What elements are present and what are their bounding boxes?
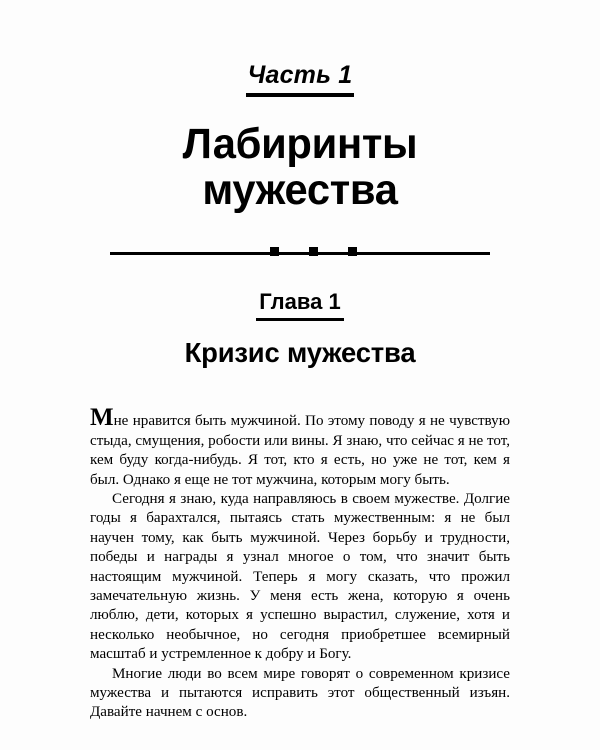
divider-square-icon xyxy=(348,247,357,256)
part-title xyxy=(9,122,591,213)
paragraph xyxy=(90,404,510,490)
ornamental-divider xyxy=(110,244,490,264)
divider-square-icon xyxy=(309,247,318,256)
part-title-line-1: Лабиринты xyxy=(182,120,418,169)
part-title-line-2: мужества xyxy=(202,165,398,214)
paragraph-text: не нравится быть мужчиной. По этому поводу я не чувствую стыда, смущения, робости или вины. Я знаю, что сейчас я не тот, кем буду когда-нибудь. Я тот, кто я есть, но уже не тот, кем я был. Однако я еще не тот мужчина, которым могу быть. xyxy=(90,413,510,488)
divider-square-icon xyxy=(270,247,279,256)
part-label: Часть 1 xyxy=(246,62,355,97)
paragraph-text: Многие люди во всем мире говорят о современном кризисе мужества и пытаются исправить этот общественный изъян. Давайте начнем с основ. xyxy=(90,665,510,721)
paragraph xyxy=(90,490,510,665)
body-text xyxy=(90,404,510,723)
paragraph xyxy=(90,665,510,723)
chapter-title: Кризис мужества xyxy=(184,336,416,368)
drop-cap: М xyxy=(90,404,114,432)
chapter-heading-block xyxy=(0,290,600,368)
chapter-label: Глава 1 xyxy=(256,290,343,320)
divider-rule xyxy=(110,252,490,255)
paragraph-text: Сегодня я знаю, куда направляюсь в своем мужестве. Долгие годы я барахтался, пытаясь стать мужественным: я не был научен тому, как быть мужчиной. Через борьбу и трудности, победы и награды я узнал многое о том, что значит быть настоящим мужчиной. Теперь я могу сказать, что прожил замечательную жизнь. У меня есть жена, которую я очень люблю, дети, которых я успешно вырастил, служение, хотя и несколько необычное, но сегодня приобретшее всемирный масштаб и устремленное к добру и Богу. xyxy=(90,490,510,663)
part-heading-block xyxy=(0,0,600,213)
